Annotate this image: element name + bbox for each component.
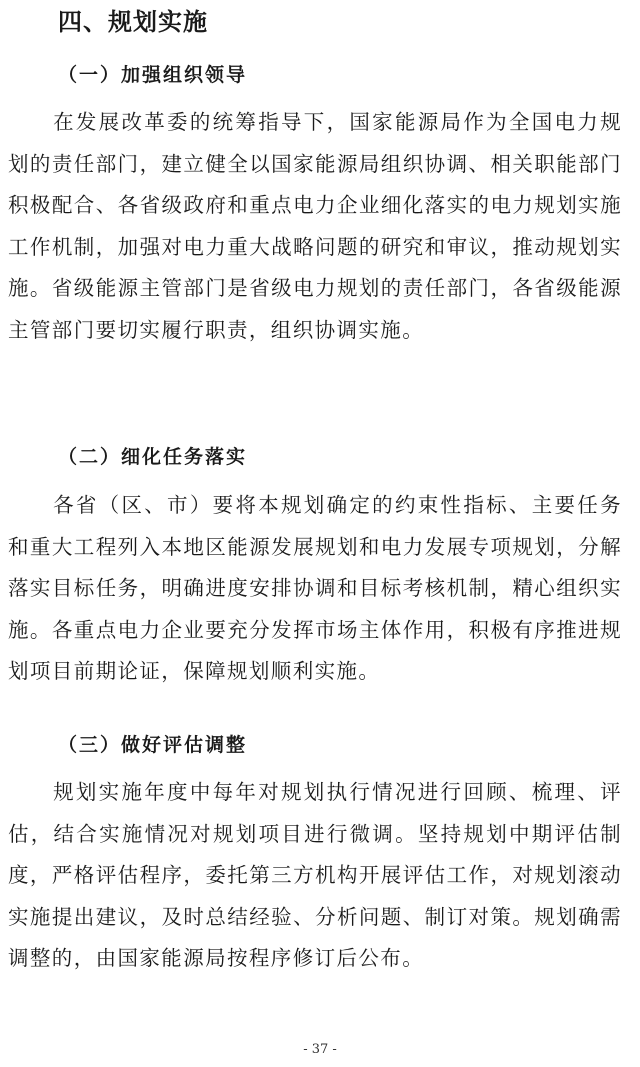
subsection-body-3: 规划实施年度中每年对规划执行情况进行回顾、梳理、评估，结合实施情况对规划项目进行微调。坚持规划中期评估制度，严格评估程序，委托第三方机构开展评估工作，对规划滚动实施提出建议，及时总结经验、分析问题、制订对策。规划确需调整的，由国家能源局按程序修订后公布。 [8, 780, 622, 970]
page-number: - 37 - [303, 1042, 337, 1057]
subsection-body-2: 各省（区、市）要将本规划确定的约束性指标、主要任务和重大工程列入本地区能源发展规划和电力发展专项规划，分解落实目标任务，明确进度安排协调和目标考核机制，精心组织实施。各重点电力企业要充分发挥市场主体作用，积极有序推进规划项目前期论证，保障规划顺利实施。 [8, 493, 622, 683]
subsection-heading-3: （三）做好评估调整 [58, 734, 248, 756]
section-title: 四、规划实施 [58, 8, 208, 36]
subsection-heading-2: （二）细化任务落实 [58, 446, 248, 468]
subsection-heading-1: （一）加强组织领导 [58, 64, 248, 86]
subsection-body-1: 在发展改革委的统筹指导下，国家能源局作为全国电力规划的责任部门，建立健全以国家能源局组织协调、相关职能部门积极配合、各省级政府和重点电力企业细化落实的电力规划实施工作机制，加强对电力重大战略问题的研究和审议，推动规划实施。省级能源主管部门是省级电力规划的责任部门，各省级能源主管部门要切实履行职责，组织协调实施。 [8, 110, 622, 342]
